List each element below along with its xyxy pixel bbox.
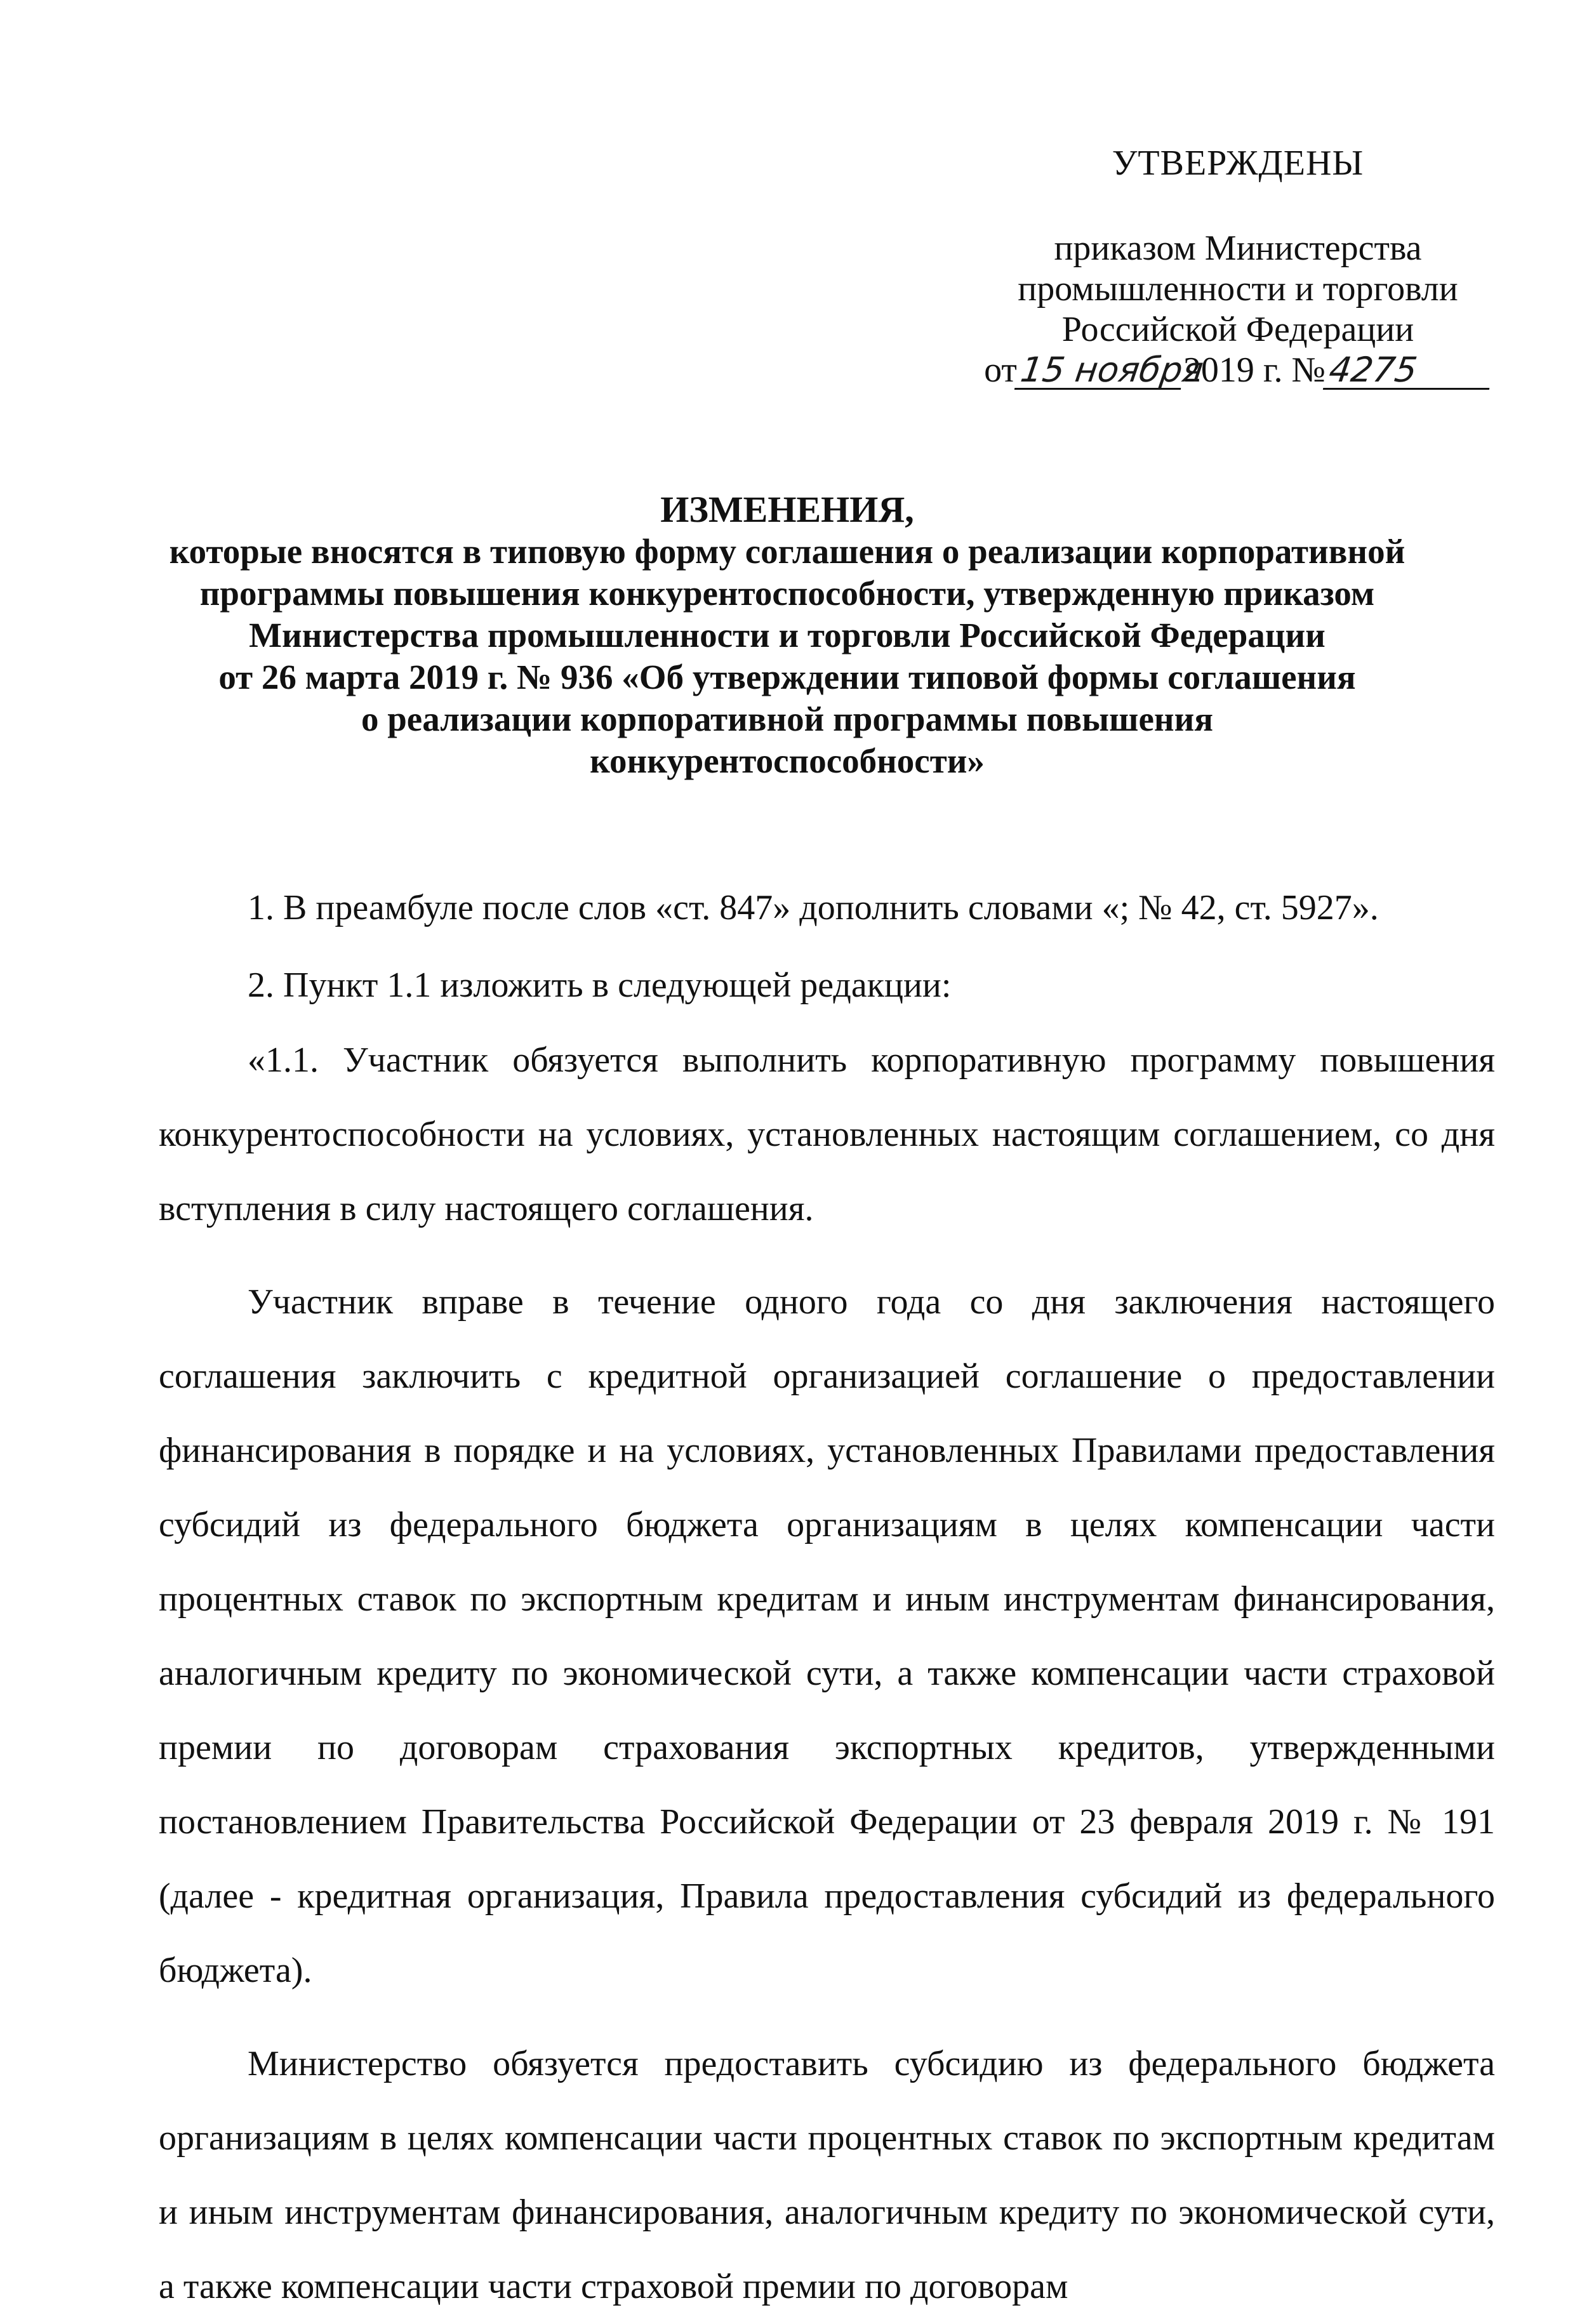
heading-line-4: от 26 марта 2019 г. № 936 «Об утверждении типовой формы соглашения [218,658,1356,696]
heading-line-1: которые вносятся в типовую форму соглашения о реализации корпоративной [169,532,1406,571]
paragraph-3: «1.1. Участник обязуется выполнить корпоративную программу повышения конкурентоспособности на условиях, установленных настоящим соглашением, со дня вступления в силу настоящего соглашения. [159,1040,1495,1228]
document-heading [127,489,1447,782]
paragraph-1: 1. В преамбуле после слов «ст. 847» дополнить словами «; № 42, ст. 5927». [248,888,1379,927]
heading-line-2: программы повышения конкурентоспособности, утвержденную приказом [199,574,1375,613]
date-prefix: от [984,350,1017,390]
paragraph-2: 2. Пункт 1.1 изложить в следующей редакции: [248,966,952,1005]
year-number-label: 2019 г. № [1183,350,1326,390]
heading-line-3: Министерства промышленности и торговли Российской Федерации [249,616,1326,654]
approval-line-2: промышленности и торговли [1018,269,1458,309]
paragraph-4: Участник вправе в течение одного года со дня заключения настоящего соглашения заключить с кредитной организацией соглашение о предоставлении финансирования в порядке и на условиях, установленных Правилами предоставления субсидий из федерального бюджета организациям в целях компенсации части процентных ставок по экспортным кредитам и иным инструментам финансирования, аналогичным кредиту по экономической сути, а также компенсации части страховой премии по договорам страхования экспортных кредитов, утвержденными постановлением Правительства Российской Федерации от 23 февраля 2019 г. № 191 (далее - кредитная организация, Правила предоставления субсидий из федерального бюджета). [159,1282,1495,1990]
approval-line-3: Российской Федерации [1061,310,1414,349]
approval-title: УТВЕРЖДЕНЫ [1112,143,1364,183]
document-body [159,886,1495,2324]
handwritten-date: 15 ноября [1014,352,1186,390]
approval-block [952,143,1524,390]
heading-line-5: о реализации корпоративной программы повышения [361,700,1214,738]
heading-line-6: конкурентоспособности» [590,741,985,780]
document-title: ИЗМЕНЕНИЯ, [660,489,914,530]
approval-date-line [952,350,1524,390]
paragraph-5: Министерство обязуется предоставить субсидию из федерального бюджета организациям в целях компенсации части процентных ставок по экспортным кредитам и иным инструментам финансирования, аналогичным кредиту по экономической сути, а также компенсации части страховой премии по договорам [159,2044,1495,2306]
approval-line-1: приказом Министерства [1054,229,1422,268]
handwritten-order-number: 4275 [1323,352,1494,390]
